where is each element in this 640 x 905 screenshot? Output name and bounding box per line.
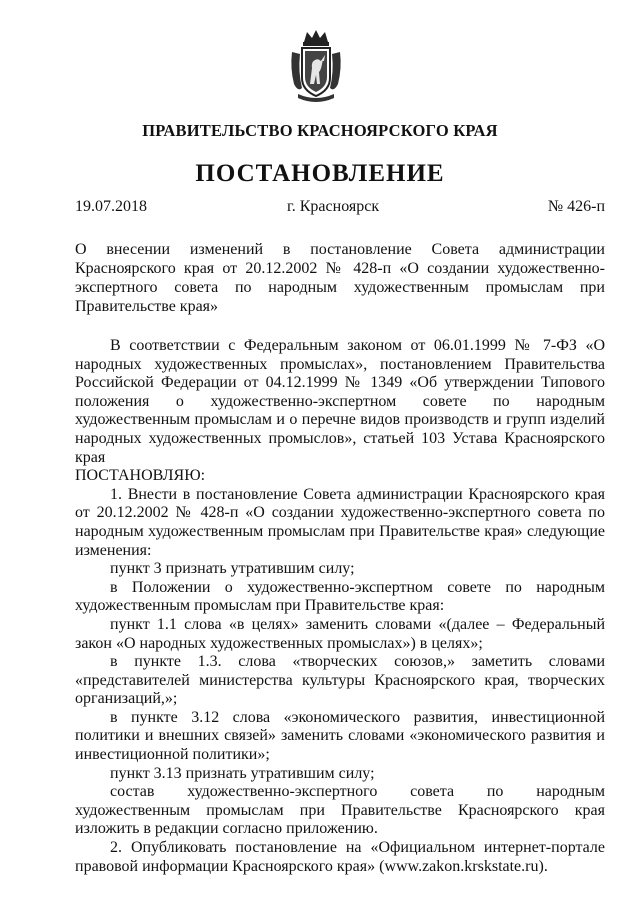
- document-type-title: ПОСТАНОВЛЕНИЕ: [195, 160, 445, 187]
- document-meta-row: [75, 198, 605, 218]
- paragraph-1-item-b1: пункт 1.1 слова «в целях» заменить словами «(далее – Федеральный закон «О народных художественных промыслах») в целях»;: [75, 615, 605, 652]
- document-body: [75, 337, 605, 876]
- paragraph-1-item-b4: пункт 3.13 признать утратившим силу;: [110, 764, 375, 782]
- document-date: 19.07.2018: [75, 198, 147, 215]
- paragraph-1-item-c: состав художественно-экспертного совета по народным художественным промыслам при Правительстве Красноярского края изложить в редакции согласно приложению.: [75, 783, 605, 838]
- government-name: ПРАВИТЕЛЬСТВО КРАСНОЯРСКОГО КРАЯ: [142, 121, 498, 140]
- krasnoyarsk-coat-of-arms-icon: [288, 28, 344, 104]
- preamble-paragraph: В соответствии с Федеральным законом от 06.01.1999 № 7-ФЗ «О народных художественных промыслах», постановлением Правительства Российской Федерации от 04.12.1999 № 1349 «Об утверждении Типового положения о художественно-экспертном совете по народным художественным промыслам и о перечне видов производств и групп изделий народных художественных промыслов», статьей 103 Устава Красноярского края: [75, 337, 605, 466]
- paragraph-1-item-b2: в пункте 1.3. слова «творческих союзов,» заметить словами «представителей министерства культуры Красноярского края, творческих организаций,»;: [75, 653, 605, 708]
- document-number: № 426-п: [547, 198, 605, 215]
- paragraph-2: 2. Опубликовать постановление на «Официальном интернет-портале правовой информации Красноярского края» (www.zakon.krskstate.ru).: [75, 839, 605, 875]
- document-subject: О внесении изменений в постановление Совета администрации Красноярского края от 20.12.2002 № 428-п «О создании художественно-экспертного совета по народным художественным промыслам при Правительстве края»: [75, 241, 605, 315]
- document-city: г. Красноярск: [287, 198, 380, 215]
- paragraph-1: 1. Внести в постановление Совета администрации Красноярского края от 20.12.2002 № 428-п «О создании художественно-экспертного совета по народным художественным промыслам при Правительстве края» следующие изменения:: [75, 485, 605, 559]
- paragraph-1-item-b: в Положении о художественно-экспертном совете по народным художественным промыслам при Правительстве края:: [75, 578, 605, 615]
- paragraph-1-item-a: пункт 3 признать утратившим силу;: [110, 560, 355, 578]
- resolve-heading: ПОСТАНОВЛЯЮ:: [75, 467, 206, 485]
- paragraph-1-item-b3: в пункте 3.12 слова «экономического развития, инвестиционной политики и внешних связей» заменить словами «экономического развития и инвестиционной политики»;: [75, 708, 605, 764]
